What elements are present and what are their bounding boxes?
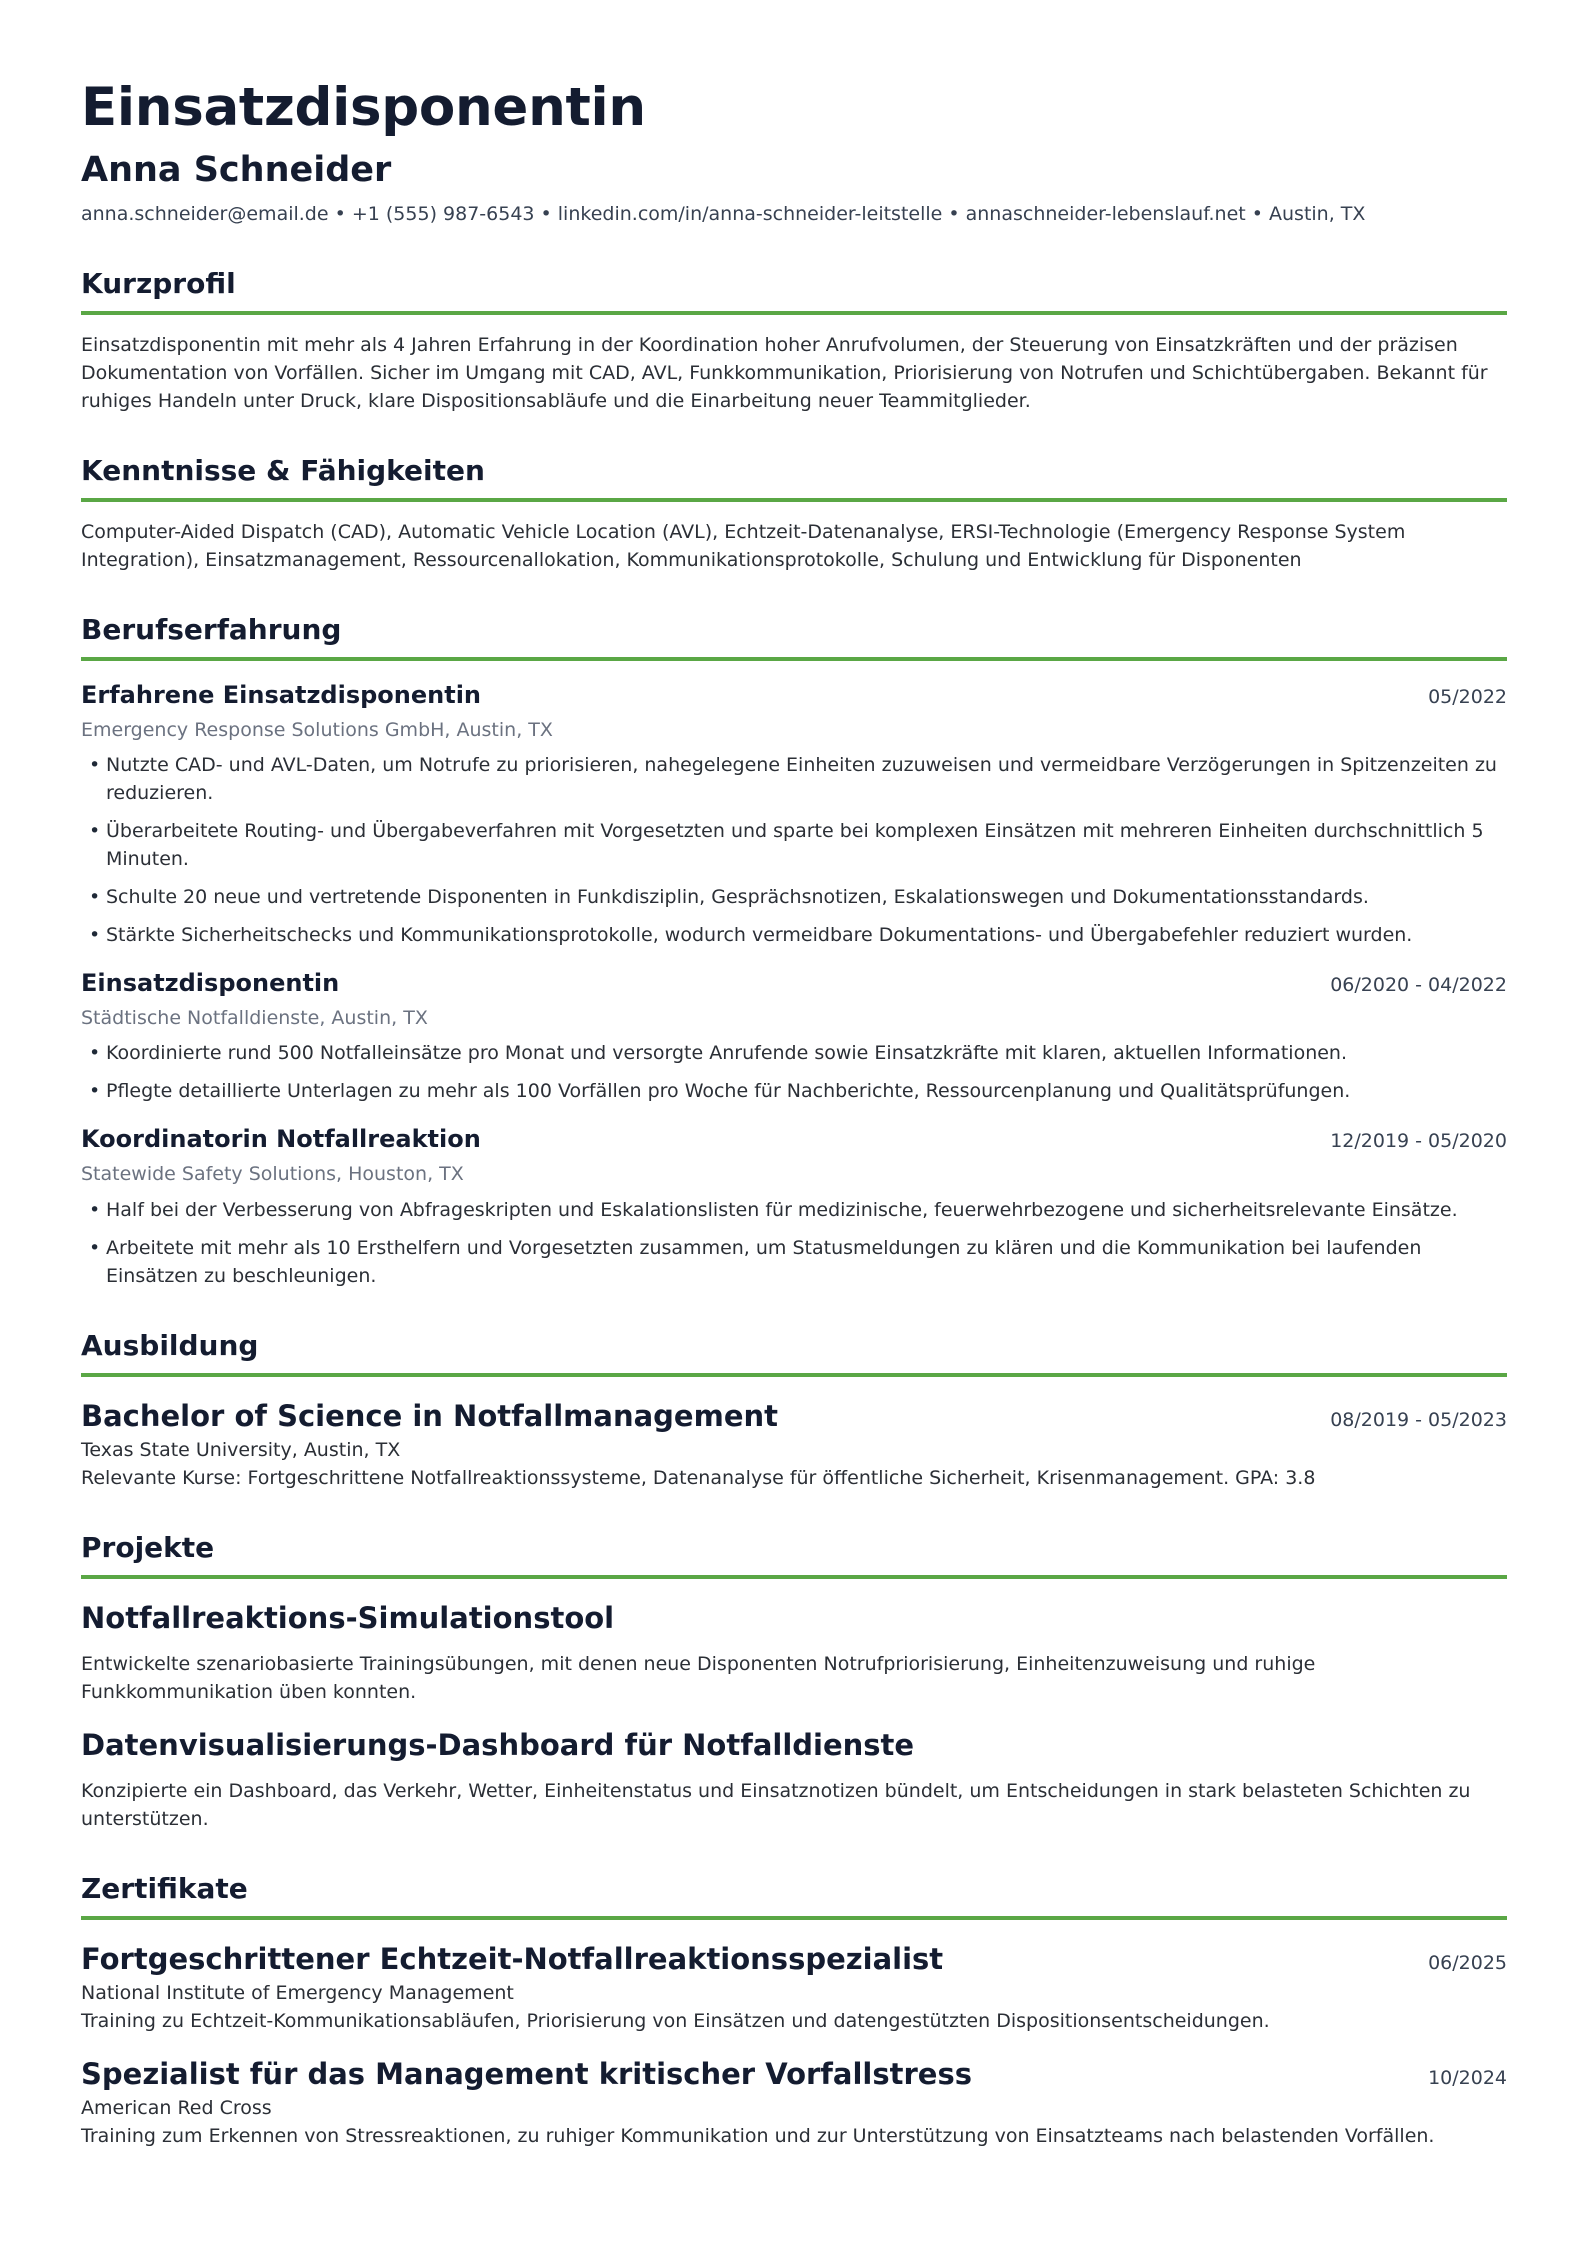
certificate-issuer: American Red Cross — [81, 2097, 272, 2120]
resume-title: Einsatzdisponentin — [81, 77, 646, 138]
bullet-item — [81, 1077, 1507, 1105]
projects-section — [81, 1530, 1507, 1833]
job-date: 12/2019 - 05/2020 — [1330, 1130, 1507, 1153]
job-company: Emergency Response Solutions GmbH, Austin, TX — [81, 718, 553, 741]
skills-text: Computer-Aided Dispatch (CAD), Automatic Vehicle Location (AVL), Echtzeit-Datenanalyse, ERSI-Technologie (Emergency Response System Integration), Einsatzmanagement, Ressourcenallokation, Kommunikationsprotokolle, Schulung und Entwicklung für Disponenten — [81, 520, 1406, 571]
bullet-dot-icon: • — [89, 1198, 101, 1221]
education-entry — [81, 1397, 1507, 1492]
job-company: Städtische Notfalldienste, Austin, TX — [81, 1006, 428, 1029]
job-date: 06/2020 - 04/2022 — [1330, 974, 1507, 997]
project-entry — [81, 1599, 1507, 1706]
certificate-title: Fortgeschrittener Echtzeit-Notfallreaktionsspezialist — [81, 1941, 944, 1976]
skills-heading: Kenntnisse & Fähigkeiten — [81, 453, 1507, 502]
bullet-item — [81, 1196, 1507, 1224]
bullet-dot-icon: • — [89, 1080, 101, 1103]
job-bullets — [81, 1039, 1507, 1105]
projects-heading: Projekte — [81, 1530, 1507, 1579]
education-details: Relevante Kurse: Fortgeschrittene Notfallreaktionssysteme, Datenanalyse für öffentliche Sicherheit, Krisenmanagement. GPA: 3.8 — [81, 1466, 1316, 1489]
job-date: 05/2022 — [1428, 685, 1507, 708]
certificates-section — [81, 1871, 1507, 2150]
bullet-text: Schulte 20 neue und vertretende Disponenten in Funkdisziplin, Gesprächsnotizen, Eskalationswegen und Dokumentationsstandards. — [106, 886, 1369, 909]
bullet-text: Pflegte detaillierte Unterlagen zu mehr als 100 Vorfällen pro Woche für Nachberichte, Ressourcenplanung und Qualitätsprüfungen. — [106, 1080, 1351, 1103]
certificates-heading: Zertifikate — [81, 1871, 1507, 1920]
bullet-item — [81, 883, 1507, 911]
bullet-item — [81, 1039, 1507, 1067]
job-title: Koordinatorin Notfallreaktion — [81, 1125, 481, 1154]
job-title: Einsatzdisponentin — [81, 969, 340, 998]
degree-title: Bachelor of Science in Notfallmanagement — [81, 1398, 778, 1433]
bullet-text: Nutzte CAD- und AVL-Daten, um Notrufe zu priorisieren, nahegelegene Einheiten zuzuweisen und vermeidbare Verzögerungen in Spitzenzeiten zu reduzieren. — [106, 754, 1497, 805]
bullet-dot-icon: • — [89, 754, 101, 777]
contact-line: anna.schneider@email.de • +1 (555) 987-6543 • linkedin.com/in/anna-schneider-leitstelle • annaschneider-lebenslauf.net • Austin, TX — [81, 203, 1366, 226]
job-bullets — [81, 751, 1507, 949]
certificate-date: 06/2025 — [1428, 1951, 1507, 1974]
summary-text: Einsatzdisponentin mit mehr als 4 Jahren Erfahrung in der Koordination hoher Anrufvolumen, der Steuerung von Einsatzkräften und der präzisen Dokumentation von Vorfällen. Sicher im Umgang mit CAD, AVL, Funkkommunikation, Priorisierung von Notrufen und Schichtübergaben. Bekannt für ruhiges Handeln unter Druck, klare Dispositionsabläufe und die Einarbeitung neuer Teammitglieder. — [81, 333, 1488, 412]
certificate-entry — [81, 1940, 1507, 2035]
certificate-date: 10/2024 — [1428, 2067, 1507, 2090]
bullet-dot-icon: • — [89, 1042, 101, 1065]
bullet-item — [81, 1234, 1507, 1290]
bullet-text: Arbeitete mit mehr als 10 Ersthelfern und Vorgesetzten zusammen, um Statusmeldungen zu klären und die Kommunikation bei laufenden Einsätzen zu beschleunigen. — [106, 1236, 1422, 1287]
summary-section — [81, 266, 1507, 415]
skills-section — [81, 453, 1507, 574]
bullet-text: Half bei der Verbesserung von Abfrageskripten und Eskalationslisten für medizinische, feuerwehrbezogene und sicherheitsrelevante Einsätze. — [106, 1198, 1458, 1221]
experience-section — [81, 612, 1507, 1290]
bullet-text: Überarbeitete Routing- und Übergabeverfahren mit Vorgesetzten und sparte bei komplexen Einsätzen mit mehreren Einheiten durchschnittlich 5 Minuten. — [106, 820, 1484, 871]
bullet-item — [81, 817, 1507, 873]
certificate-entry — [81, 2055, 1507, 2150]
job-title: Erfahrene Einsatzdisponentin — [81, 680, 482, 709]
project-description: Konzipierte ein Dashboard, das Verkehr, Wetter, Einheitenstatus und Einsatznotizen bündelt, um Entscheidungen in stark belasteten Schichten zu unterstützen. — [81, 1779, 1471, 1830]
bullet-item — [81, 921, 1507, 949]
school-name: Texas State University, Austin, TX — [81, 1438, 401, 1461]
bullet-text: Koordinierte rund 500 Notfalleinsätze pro Monat und versorgte Anrufende sowie Einsatzkräfte mit klaren, aktuellen Informationen. — [106, 1042, 1348, 1065]
bullet-dot-icon: • — [89, 886, 101, 909]
job-company: Statewide Safety Solutions, Houston, TX — [81, 1162, 464, 1185]
project-entry — [81, 1726, 1507, 1833]
job-entry — [81, 679, 1507, 949]
bullet-dot-icon: • — [89, 1236, 101, 1259]
project-title: Datenvisualisierungs-Dashboard für Notfalldienste — [81, 1727, 915, 1762]
bullet-item — [81, 751, 1507, 807]
certificate-title: Spezialist für das Management kritischer Vorfallstress — [81, 2057, 972, 2092]
certificate-description: Training zu Echtzeit-Kommunikationsabläufen, Priorisierung von Einsätzen und datengestützten Dispositionsentscheidungen. — [81, 2010, 1270, 2033]
education-date: 08/2019 - 05/2023 — [1330, 1408, 1507, 1431]
education-heading: Ausbildung — [81, 1328, 1507, 1377]
experience-heading: Berufserfahrung — [81, 612, 1507, 661]
bullet-text: Stärkte Sicherheitschecks und Kommunikationsprotokolle, wodurch vermeidbare Dokumentations- und Übergabefehler reduziert wurden. — [106, 924, 1413, 947]
certificate-description: Training zum Erkennen von Stressreaktionen, zu ruhiger Kommunikation und zur Unterstützung von Einsatzteams nach belastenden Vorfällen. — [81, 2125, 1435, 2148]
education-section — [81, 1328, 1507, 1492]
certificate-issuer: National Institute of Emergency Management — [81, 1982, 514, 2005]
person-name: Anna Schneider — [81, 150, 392, 191]
project-description: Entwickelte szenariobasierte Trainingsübungen, mit denen neue Disponenten Notrufpriorisierung, Einheitenzuweisung und ruhige Funkkommunikation üben konnten. — [81, 1652, 1316, 1703]
bullet-dot-icon: • — [89, 924, 101, 947]
job-entry — [81, 967, 1507, 1105]
project-title: Notfallreaktions-Simulationstool — [81, 1600, 615, 1635]
bullet-dot-icon: • — [89, 820, 101, 843]
job-bullets — [81, 1196, 1507, 1290]
summary-heading: Kurzprofil — [81, 266, 1507, 315]
job-entry — [81, 1123, 1507, 1289]
